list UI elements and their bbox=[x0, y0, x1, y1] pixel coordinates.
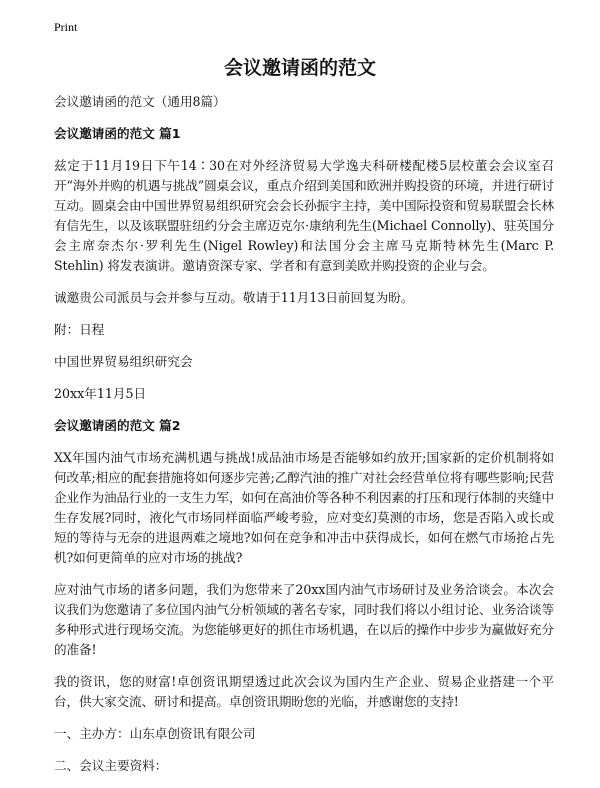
document-body bbox=[54, 92, 554, 788]
section-1-paragraph-5: 20xx年11月5日 bbox=[54, 386, 147, 401]
section-heading-2: 会议邀请函的范文 篇2 bbox=[54, 418, 181, 433]
section-1-paragraph-1: 兹定于11月19日下午14∶30在对外经济贸易大学逸夫科研楼配楼5层校董会会议室召开“海外并购的机遇与挑战”圆桌会议，重点介绍到美国和欧洲并购投资的环境，并进行研讨互动。圆桌会由中国世界贸易组织研究会会长孙振宇主持，美中国际投资和贸易联盟会长林有信先生，以及该联盟驻纽约分会主席迈克尔·康纳利先生(Michael Connolly)、驻英国分会主席奈杰尔·罗利先生(Nigel Rowley)和法国分会主席马克斯特林先生(Marc P. Stehlin) 将发表演讲。邀请资深专家、学者和有意到美欧并购投资的企业与会。 bbox=[54, 158, 554, 273]
document-subtitle: 会议邀请函的范文（通用8篇） bbox=[54, 94, 226, 109]
section-1-paragraph-2: 诚邀贵公司派员与会并参与互动。敬请于11月13日前回复为盼。 bbox=[54, 290, 414, 305]
section-1-paragraph-4: 中国世界贸易组织研究会 bbox=[54, 354, 193, 369]
section-2-paragraph-3: 我的资讯，您的财富!卓创资讯期望透过此次会议为国内生产企业、贸易企业搭建一个平台，供大家交流、研讨和提高。卓创资讯期盼您的光临，并感谢您的支持! bbox=[54, 674, 554, 709]
section-1-paragraph-3: 附：日程 bbox=[54, 322, 105, 337]
section-2-paragraph-5: 二、会议主要资料： bbox=[54, 758, 168, 773]
section-heading-1: 会议邀请函的范文 篇1 bbox=[54, 126, 181, 141]
section-2-paragraph-1: XX年国内油气市场充满机遇与挑战!成品油市场是否能够如约放开;国家新的定价机制将如何改革;相应的配套措施将如何逐步完善;乙醇汽油的推广对社会经营单位将有哪些影响;民营企业作为油品行业的一支生力军，如何在高油价等各种不利因素的打压和现行体制的夹缝中生存发展?同时，液化气市场同样面临严峻考验，应对变幻莫测的市场，您是否陷入或长或短的等待与无奈的进退两难之境地?如何在竞争和冲击中获得成长，如何在燃气市场抢占先机?如何更简单的应对市场的挑战? bbox=[54, 450, 554, 565]
page-title: 会议邀请函的范文 bbox=[223, 57, 376, 79]
section-2-paragraph-4: 一、主办方：山东卓创资讯有限公司 bbox=[54, 726, 256, 741]
print-link[interactable]: Print bbox=[54, 20, 78, 34]
section-2-paragraph-2: 应对油气市场的诸多问题，我们为您带来了20xx国内油气市场研讨及业务洽谈会。本次会议我们为您邀请了多位国内油气分析领域的著名专家，同时我们将以小组讨论、业务洽谈等多种形式进行现场交流。为您能够更好的抓住市场机遇，在以后的操作中步步为赢做好充分的准备! bbox=[54, 582, 554, 657]
